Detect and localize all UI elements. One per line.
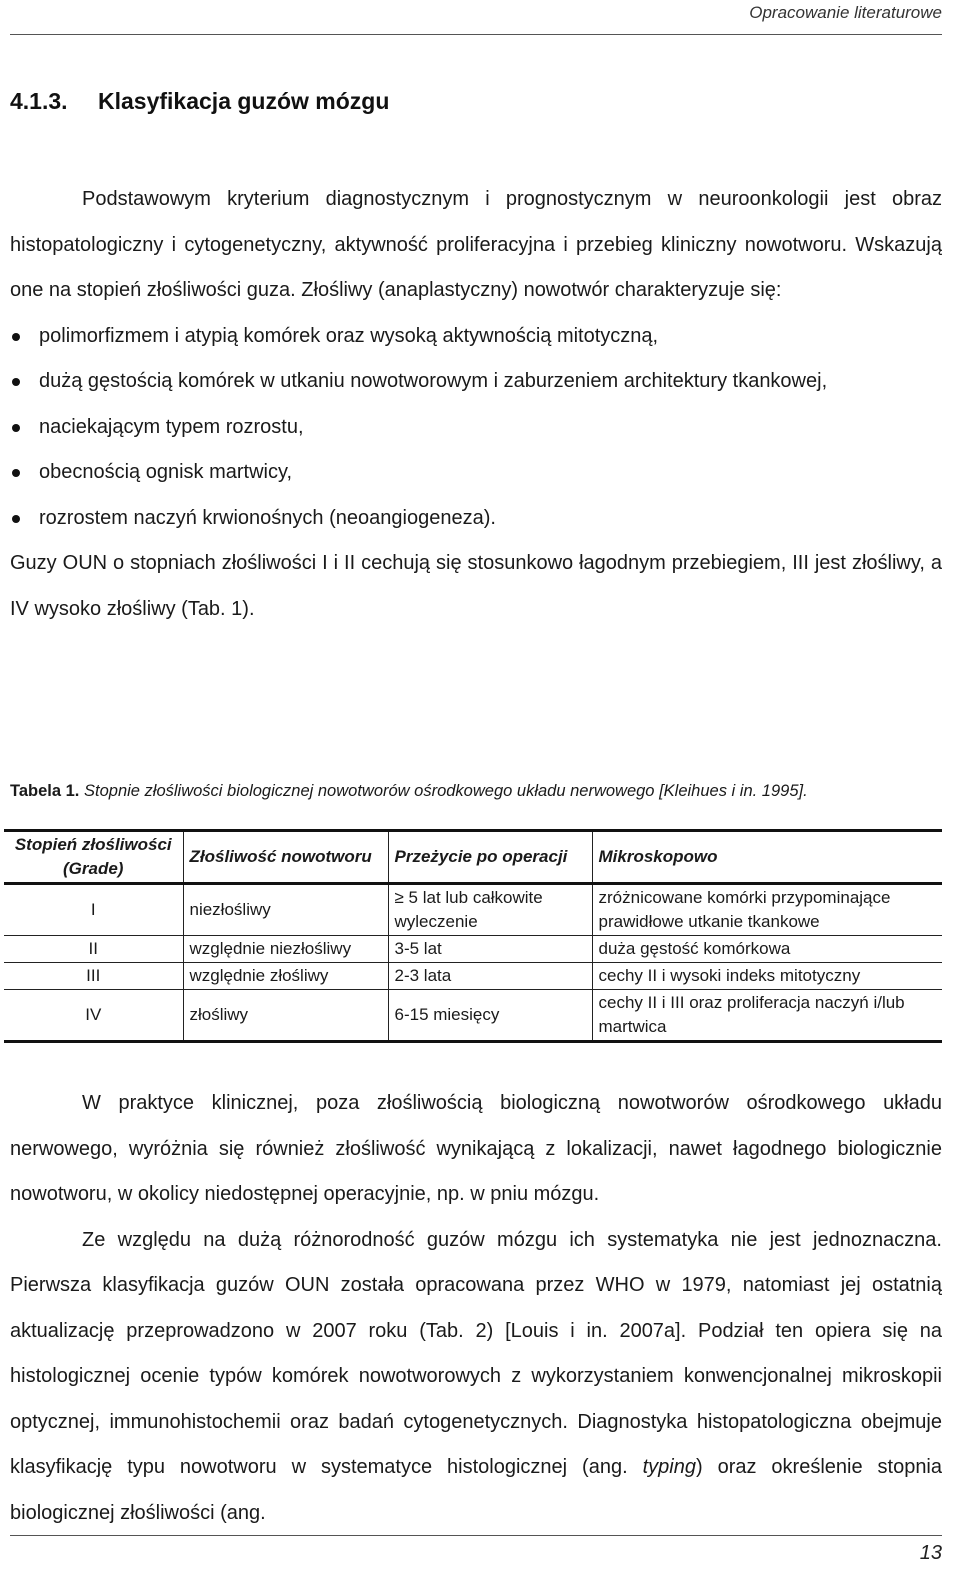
section-heading <box>10 88 389 115</box>
text-block-top <box>10 177 942 632</box>
list-item: obecnością ognisk martwicy, <box>10 450 942 496</box>
cell-grade: I <box>4 884 183 936</box>
cell-microscopy: cechy II i wysoki indeks mitotyczny <box>592 963 942 990</box>
cell-grade: IV <box>4 990 183 1042</box>
table-header-row <box>4 831 942 884</box>
list-item: dużą gęstością komórek w utkaniu nowotworowym i zaburzeniem architektury tkankowej, <box>10 359 942 405</box>
list-item: naciekającym typem rozrostu, <box>10 405 942 451</box>
cell-malignancy: niezłośliwy <box>183 884 388 936</box>
table-row <box>4 936 942 963</box>
table-row <box>4 990 942 1042</box>
classification-paragraph <box>10 1218 942 1537</box>
table-row <box>4 963 942 990</box>
practice-paragraph: W praktyce klinicznej, poza złośliwością biologiczną nowotworów ośrodkowego układu nerwowego, wyróżnia się również złośliwość wynikającą z lokalizacji, nawet łagodnego biologicznie nowotworu, w okolicy niedostępnej operacyjnie, np. w pniu mózgu. <box>10 1092 942 1205</box>
text-block-bottom <box>10 1081 942 1536</box>
cell-survival: 6-15 miesięcy <box>388 990 592 1042</box>
running-header <box>10 0 942 35</box>
list-item: polimorfizmem i atypią komórek oraz wysoką aktywnością mitotyczną, <box>10 314 942 360</box>
cell-malignancy: złośliwy <box>183 990 388 1042</box>
table-caption <box>10 782 942 801</box>
cell-malignancy: względnie niezłośliwy <box>183 936 388 963</box>
section-number: 4.1.3. <box>10 88 68 114</box>
header-grade: Stopień złośliwości (Grade) <box>4 831 183 884</box>
header-survival: Przeżycie po operacji <box>388 831 592 884</box>
malignancy-features-list <box>10 314 942 542</box>
header-malignancy: Złośliwość nowotworu <box>183 831 388 884</box>
cell-microscopy: zróżnicowane komórki przypominające prawidłowe utkanie tkankowe <box>592 884 942 936</box>
malignancy-grades-table <box>4 829 942 1043</box>
footer-divider <box>10 1535 942 1536</box>
cell-microscopy: cechy II i III oraz proliferacja naczyń i/lub martwica <box>592 990 942 1042</box>
intro-paragraph: Podstawowym kryterium diagnostycznym i prognostycznym w neuroonkologii jest obraz histopatologiczny i cytogenetyczny, aktywność proliferacyjna i przebieg kliniczny nowotworu. Wskazują one na stopień złośliwości guza. Złośliwy (anaplastyczny) nowotwór charakteryzuje się: <box>10 188 942 301</box>
classification-text: Ze względu na dużą różnorodność guzów mózgu ich systematyka nie jest jednoznaczna. Pierwsza klasyfikacja guzów OUN została opracowana przez WHO w 1979, natomiast jej ostatnią aktualizację przeprowadzono w 2007 roku (Tab. 2) [Louis i in. 2007a]. Podział ten opiera się na histologicznej ocenie typów komórek nowotworowych z wykorzystaniem konwencjonalnej mikroskopii optycznej, immunohistochemii oraz badań cytogenetycznych. Diagnostyka histopatologiczna obejmuje klasyfikację typu nowotworu w systematyce histologicznej (ang. <box>10 1228 942 1478</box>
cell-survival: 2-3 lata <box>388 963 592 990</box>
cell-survival: ≥ 5 lat lub całkowite wyleczenie <box>388 884 592 936</box>
cell-survival: 3-5 lat <box>388 936 592 963</box>
cell-microscopy: duża gęstość komórkowa <box>592 936 942 963</box>
running-header-title: Opracowanie literaturowe <box>749 3 942 22</box>
cell-malignancy: względnie złośliwy <box>183 963 388 990</box>
classification-text-end: ) oraz określenie stopnia biologicznej złośliwości (ang. <box>10 1456 943 1524</box>
table-caption-label: Tabela 1. <box>10 782 80 800</box>
section-title: Klasyfikacja guzów mózgu <box>98 88 390 114</box>
list-item: rozrostem naczyń krwionośnych (neoangiogeneza). <box>10 496 942 542</box>
header-microscopy: Mikroskopowo <box>592 831 942 884</box>
grades-paragraph: Guzy OUN o stopniach złośliwości I i II cechują się stosunkowo łagodnym przebiegiem, III jest złośliwy, a IV wysoko złośliwy (Tab. 1). <box>10 552 942 620</box>
cell-grade: II <box>4 936 183 963</box>
table-row <box>4 884 942 936</box>
classification-term-typing: typing <box>642 1456 696 1478</box>
table-caption-text: Stopnie złośliwości biologicznej nowotworów ośrodkowego układu nerwowego [Kleihues i in. 1995]. <box>84 782 808 800</box>
cell-grade: III <box>4 963 183 990</box>
page-number: 13 <box>919 1542 942 1564</box>
